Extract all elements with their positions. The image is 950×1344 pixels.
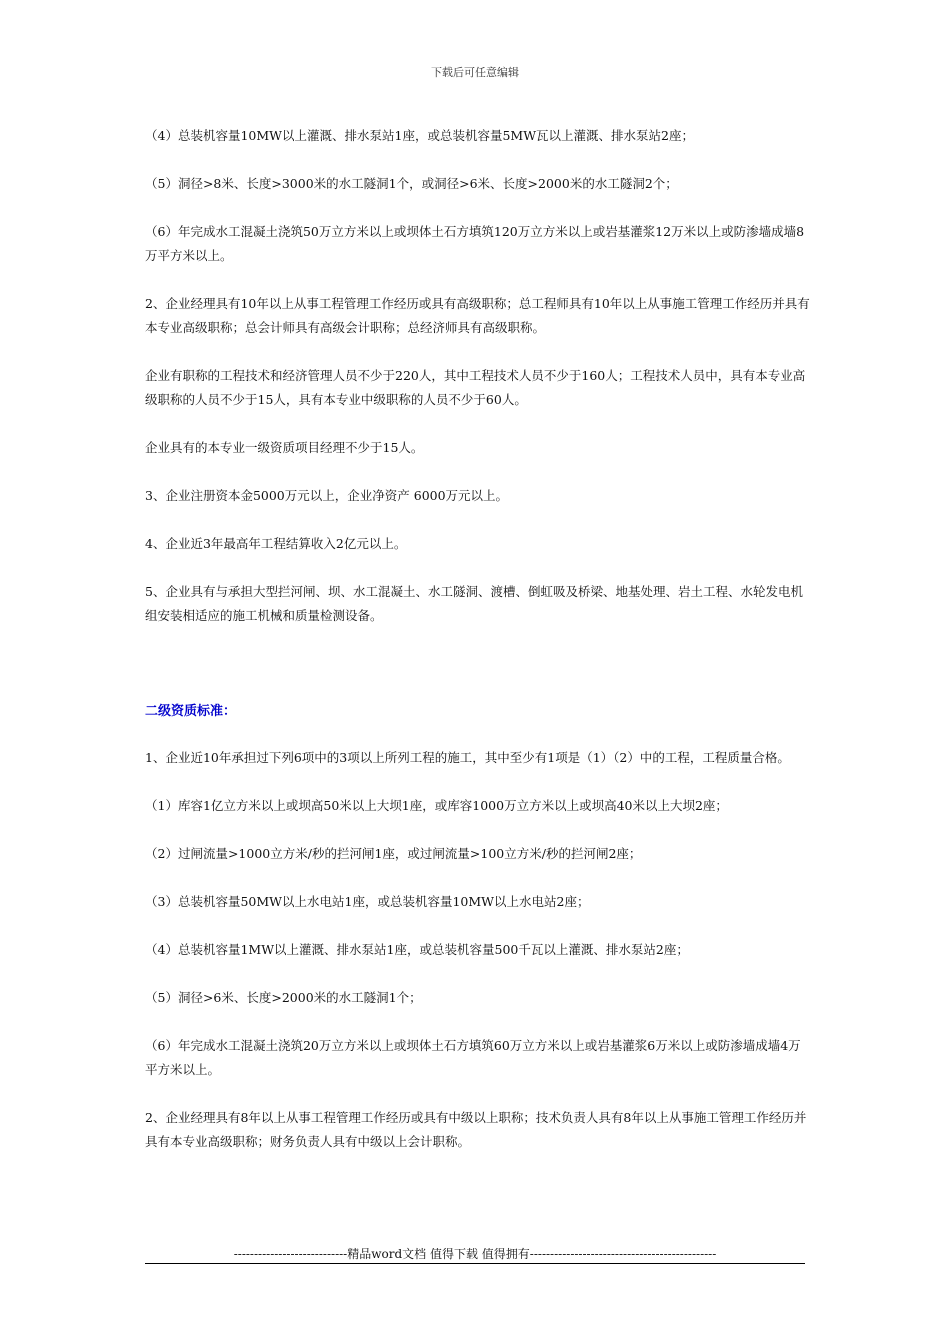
section-title-level-2: 二级资质标准：: [145, 704, 237, 719]
paragraph-manager-qualifications: 2、企业经理具有10年以上从事工程管理工作经历或具有高级职称；总工程师具有10年以上从事施工管理工作经历并具有本专业高级职称；总会计师具有高级会计职称；总经济师具有高级职称。: [145, 296, 810, 335]
document-body: [145, 124, 810, 1178]
page-header: 下载后可任意编辑: [431, 66, 519, 79]
paragraph-level2-item-3-hydropower: （3）总装机容量50MW以上水电站1座，或总装机容量10MW以上水电站2座；: [145, 894, 590, 909]
paragraph-item-6-concrete: （6）年完成水工混凝土浇筑50万立方米以上或坝体土石方填筑120万立方米以上或岩基灌浆12万米以上或防渗墙成墙8万平方米以上。: [145, 224, 805, 263]
paragraph-level2-item-2-sluice: （2）过闸流量>1000立方米/秒的拦河闸1座，或过闸流量>100立方米/秒的拦河闸2座；: [145, 846, 642, 861]
section-spacer: [145, 652, 810, 700]
paragraph-level2-projects: 1、企业近10年承担过下列6项中的3项以上所列工程的施工，其中至少有1项是（1）（2）中的工程，工程质量合格。: [145, 750, 790, 765]
footer-divider: [145, 1263, 805, 1264]
paragraph-project-managers: 企业具有的本专业一级资质项目经理不少于15人。: [145, 440, 424, 455]
paragraph-equipment: 5、企业具有与承担大型拦河闸、坝、水工混凝土、水工隧洞、渡槽、倒虹吸及桥梁、地基处理、岩土工程、水轮发电机组安装相适应的施工机械和质量检测设备。: [145, 584, 803, 623]
page-footer: ----------------------------精品word文档 值得下载 值得拥有----------------------------------------------: [233, 1247, 717, 1261]
paragraph-level2-item-4-pump-station: （4）总装机容量1MW以上灌溉、排水泵站1座，或总装机容量500千瓦以上灌溉、排水泵站2座；: [145, 942, 689, 957]
paragraph-item-5-tunnel: （5）洞径>8米、长度>3000米的水工隧洞1个，或洞径>6米、长度>2000米的水工隧洞2个；: [145, 176, 678, 191]
paragraph-registered-capital: 3、企业注册资本金5000万元以上，企业净资产 6000万元以上。: [145, 488, 509, 503]
paragraph-level2-manager-qualifications: 2、企业经理具有8年以上从事工程管理工作经历或具有中级以上职称；技术负责人具有8年以上从事施工管理工作经历并具有本专业高级职称；财务负责人具有中级以上会计职称。: [145, 1110, 807, 1149]
paragraph-level2-item-5-tunnel: （5）洞径>6米、长度>2000米的水工隧洞1个；: [145, 990, 422, 1005]
paragraph-revenue: 4、企业近3年最高年工程结算收入2亿元以上。: [145, 536, 407, 551]
paragraph-staff-requirements: 企业有职称的工程技术和经济管理人员不少于220人，其中工程技术人员不少于160人；工程技术人员中，具有本专业高级职称的人员不少于15人，具有本专业中级职称的人员不少于60人。: [145, 368, 806, 407]
paragraph-level2-item-1-dam: （1）库容1亿立方米以上或坝高50米以上大坝1座，或库容1000万立方米以上或坝高40米以上大坝2座；: [145, 798, 728, 813]
paragraph-item-4-pump-station: （4）总装机容量10MW以上灌溉、排水泵站1座，或总装机容量5MW瓦以上灌溉、排水泵站2座；: [145, 128, 695, 143]
paragraph-level2-item-6-concrete: （6）年完成水工混凝土浇筑20万立方米以上或坝体土石方填筑60万立方米以上或岩基灌浆6万米以上或防渗墙成墙4万平方米以上。: [145, 1038, 801, 1077]
